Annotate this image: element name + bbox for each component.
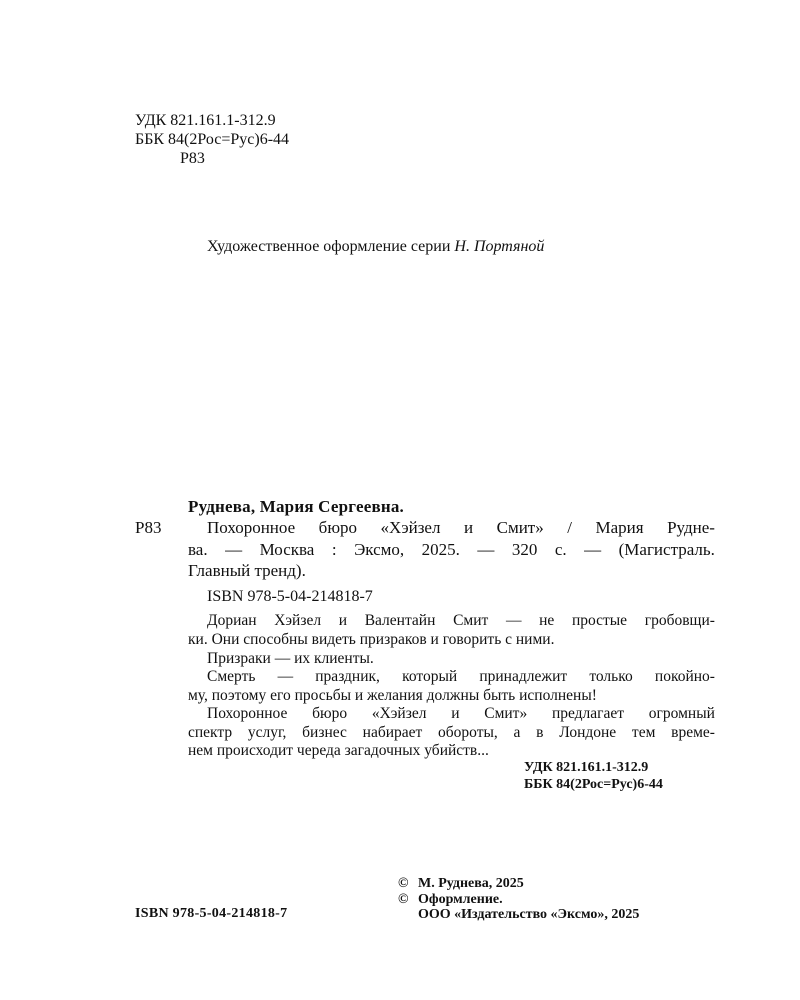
author-code: Р83	[180, 150, 205, 167]
word: и	[463, 518, 474, 537]
bbk-code: ББК 84(2Рос=Рус)6-44	[135, 131, 290, 148]
word: «Хэйзел	[380, 518, 441, 537]
word: —	[505, 612, 522, 629]
copyright-design-label: Оформление.	[418, 892, 503, 907]
word: Смит»	[484, 705, 528, 722]
word: простые	[571, 612, 628, 629]
design-credit	[207, 238, 544, 256]
bib-description-line-1	[207, 518, 715, 538]
card-bbk-code: ББК 84(2Рос=Рус)6-44	[524, 777, 663, 792]
word: не	[539, 612, 555, 629]
annotation-line-6	[207, 705, 715, 723]
annotation-line-4	[207, 668, 715, 686]
word: с.	[554, 540, 567, 559]
copyright-publisher: ООО «Издательство «Эксмо», 2025	[418, 907, 640, 922]
annotation-line-1	[207, 612, 715, 630]
copyright-symbol: ©	[398, 876, 409, 891]
bib-description-line-2	[188, 540, 715, 560]
card-author-code: Р83	[135, 518, 162, 537]
word: Похоронное	[207, 705, 288, 722]
word: Похоронное	[207, 518, 296, 537]
word: «Хэйзел	[371, 705, 427, 722]
word: Лондоне	[559, 724, 617, 741]
word: а	[513, 724, 521, 741]
annotation-line-2: ки. Они способны видеть призраков и говорить с ними.	[188, 631, 555, 648]
word: Смерть	[207, 668, 256, 685]
word: обороты,	[438, 724, 498, 741]
word: Валентайн	[364, 612, 436, 629]
card-isbn: ISBN 978-5-04-214818-7	[207, 588, 373, 605]
word: бюро	[318, 518, 358, 537]
copyright-design	[398, 892, 503, 908]
word: —	[477, 540, 495, 559]
word: который	[402, 668, 458, 685]
designer-name: Н. Портяной	[454, 238, 545, 255]
word: и	[338, 612, 348, 629]
word: набирает	[362, 724, 423, 741]
word: Москва	[259, 540, 315, 559]
word: —	[277, 668, 294, 685]
udk-code: УДК 821.161.1-312.9	[135, 112, 276, 129]
annotation-line-7	[188, 724, 715, 742]
word: Смит»	[496, 518, 544, 537]
word: только	[589, 668, 633, 685]
word: Смит	[453, 612, 489, 629]
word: покойно-	[654, 668, 715, 685]
copyright-symbol: ©	[398, 892, 409, 907]
word: и	[451, 705, 460, 722]
word: (Магистраль.	[618, 540, 715, 559]
word: Дориан	[207, 612, 257, 629]
word: принадлежит	[479, 668, 568, 685]
annotation-line-3: Призраки — их клиенты.	[207, 650, 374, 667]
word: —	[584, 540, 602, 559]
word: тем	[631, 724, 656, 741]
design-credit-label: Художественное оформление серии	[207, 238, 455, 255]
word: огромный	[648, 705, 715, 722]
word: бизнес	[302, 724, 347, 741]
word: Рудне-	[667, 518, 715, 537]
annotation-line-8: нем происходит череда загадочных убийств...	[188, 742, 489, 759]
word: Хэйзел	[274, 612, 322, 629]
word: услуг,	[247, 724, 287, 741]
word: време-	[671, 724, 715, 741]
word: —	[225, 540, 243, 559]
word: предлагает	[551, 705, 625, 722]
book-author: Руднева, Мария Сергеевна.	[188, 497, 404, 516]
card-udk-code: УДК 821.161.1-312.9	[524, 760, 649, 775]
annotation-line-5: му, поэтому его просьбы и желания должны быть исполнены!	[188, 687, 597, 704]
word: бюро	[312, 705, 348, 722]
word: 320	[511, 540, 538, 559]
bib-description-line-3: Главный тренд).	[188, 561, 306, 580]
copyright-author	[398, 876, 524, 892]
word: 2025.	[421, 540, 460, 559]
word: гробовщи-	[644, 612, 715, 629]
word: /	[567, 518, 572, 537]
bottom-isbn: ISBN 978-5-04-214818-7	[135, 906, 288, 921]
word: в	[536, 724, 544, 741]
word: Мария	[595, 518, 644, 537]
word: праздник,	[315, 668, 380, 685]
word: Эксмо,	[354, 540, 405, 559]
word: спектр	[188, 724, 233, 741]
word: :	[331, 540, 337, 559]
copyright-author-name: М. Руднева, 2025	[418, 876, 524, 891]
word: ва.	[188, 540, 208, 559]
